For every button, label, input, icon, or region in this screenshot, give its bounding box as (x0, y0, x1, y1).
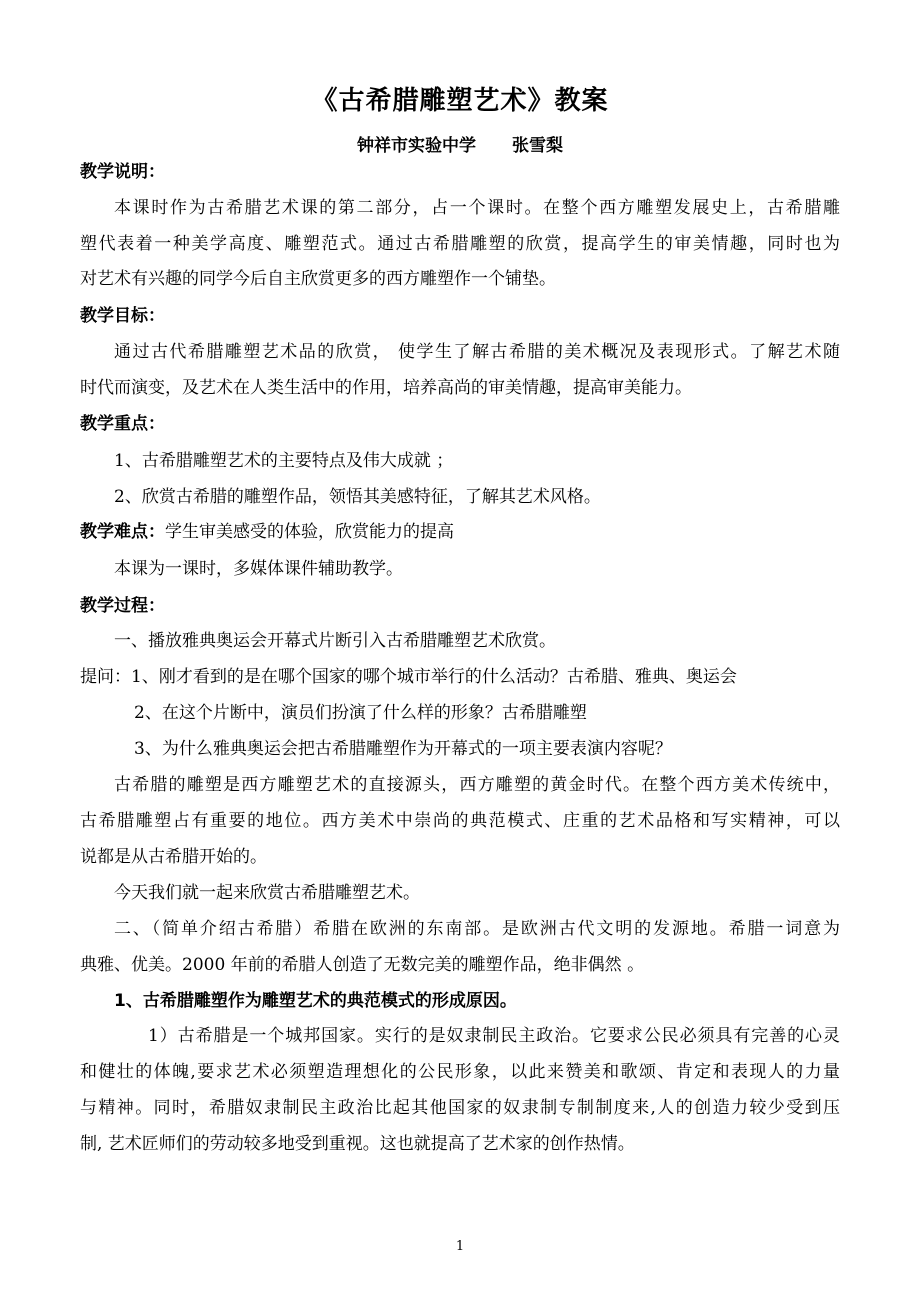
paragraph-line: 本课为一课时，多媒体课件辅助教学。 (114, 559, 403, 579)
paragraph-line: 与精神。同时，希腊奴隶制民主政治比起其他国家的奴隶制专制制度来,人的创造力较少受到压 (80, 1098, 840, 1118)
paragraph-line: 1）古希腊是一个城邦国家。实行的是奴隶制民主政治。它要求公民必须具有完善的心灵 (148, 1026, 840, 1046)
list-item: 2、欣赏古希腊的雕塑作品，领悟其美感特征，了解其艺术风格。 (114, 487, 601, 507)
section-heading-objectives: 教学目标： (80, 306, 165, 326)
question-line: 提问：1、刚才看到的是在哪个国家的哪个城市举行的什么活动？古希腊、雅典、奥运会 (80, 667, 737, 687)
section-difficulty (80, 520, 840, 544)
paragraph-line: 一、播放雅典奥运会开幕式片断引入古希腊雕塑艺术欣赏。 (114, 631, 556, 651)
question-line: 2、在这个片断中，演员们扮演了什么样的形象？古希腊雕塑 (134, 703, 587, 723)
question-line: 3、为什么雅典奥运会把古希腊雕塑作为开幕式的一项主要表演内容呢？ (134, 739, 672, 759)
paragraph-line: 二、（简单介绍古希腊）希腊在欧洲的东南部。是欧洲古代文明的发源地。希腊一词意为 (114, 919, 840, 939)
section-heading-process: 教学过程： (80, 596, 165, 616)
paragraph-line: 说都是从古希腊开始的。 (80, 847, 267, 867)
paragraph-line: 制, 艺术匠师们的劳动较多地受到重视。这也就提高了艺术家的创作热情。 (80, 1134, 635, 1154)
difficulty-text: 学生审美感受的体验，欣赏能力的提高 (165, 522, 454, 542)
paragraph-line: 通过古代希腊雕塑艺术品的欣赏， 使学生了解古希腊的美术概况及表现形式。了解艺术随 (114, 342, 840, 362)
section-heading-difficulty: 教学难点： (80, 522, 165, 542)
subsection-heading: 1、古希腊雕塑作为雕塑艺术的典范模式的形成原因。 (114, 991, 517, 1011)
paragraph-line: 和健壮的体魄,要求艺术必须塑造理想化的公民形象，以此来赞美和歌颂、肯定和表现人的力量 (80, 1062, 840, 1082)
school-name: 钟祥市实验中学 (357, 136, 476, 156)
section-heading-key-points: 教学重点： (80, 414, 165, 434)
paragraph-line: 古希腊雕塑占有重要的地位。西方美术中崇尚的典范模式、庄重的艺术品格和写实精神，可以 (80, 811, 840, 831)
paragraph-line: 本课时作为古希腊艺术课的第二部分，占一个课时。在整个西方雕塑发展史上，古希腊雕 (114, 198, 840, 218)
page-number: 1 (455, 1239, 465, 1254)
list-item: 1、古希腊雕塑艺术的主要特点及伟大成就 ； (114, 451, 454, 471)
author-line (0, 134, 920, 158)
section-heading-description: 教学说明： (80, 162, 165, 182)
paragraph-line: 塑代表着一种美学高度、雕塑范式。通过古希腊雕塑的欣赏，提高学生的审美情趣，同时也为 (80, 234, 840, 254)
paragraph-line: 对艺术有兴趣的同学今后自主欣赏更多的西方雕塑作一个铺垫。 (80, 269, 556, 289)
paragraph-line: 典雅、优美。2000 年前的希腊人创造了无数完美的雕塑作品，绝非偶然 。 (80, 955, 645, 975)
paragraph-line: 今天我们就一起来欣赏古希腊雕塑艺术。 (114, 883, 420, 903)
paragraph-line: 时代而演变，及艺术在人类生活中的作用，培养高尚的审美情趣，提高审美能力。 (80, 378, 692, 398)
document-title: 《古希腊雕塑艺术》教案 (311, 86, 609, 116)
paragraph-line: 古希腊的雕塑是西方雕塑艺术的直接源头，西方雕塑的黄金时代。在整个西方美术传统中， (114, 775, 840, 795)
author-name: 张雪梨 (512, 136, 563, 156)
